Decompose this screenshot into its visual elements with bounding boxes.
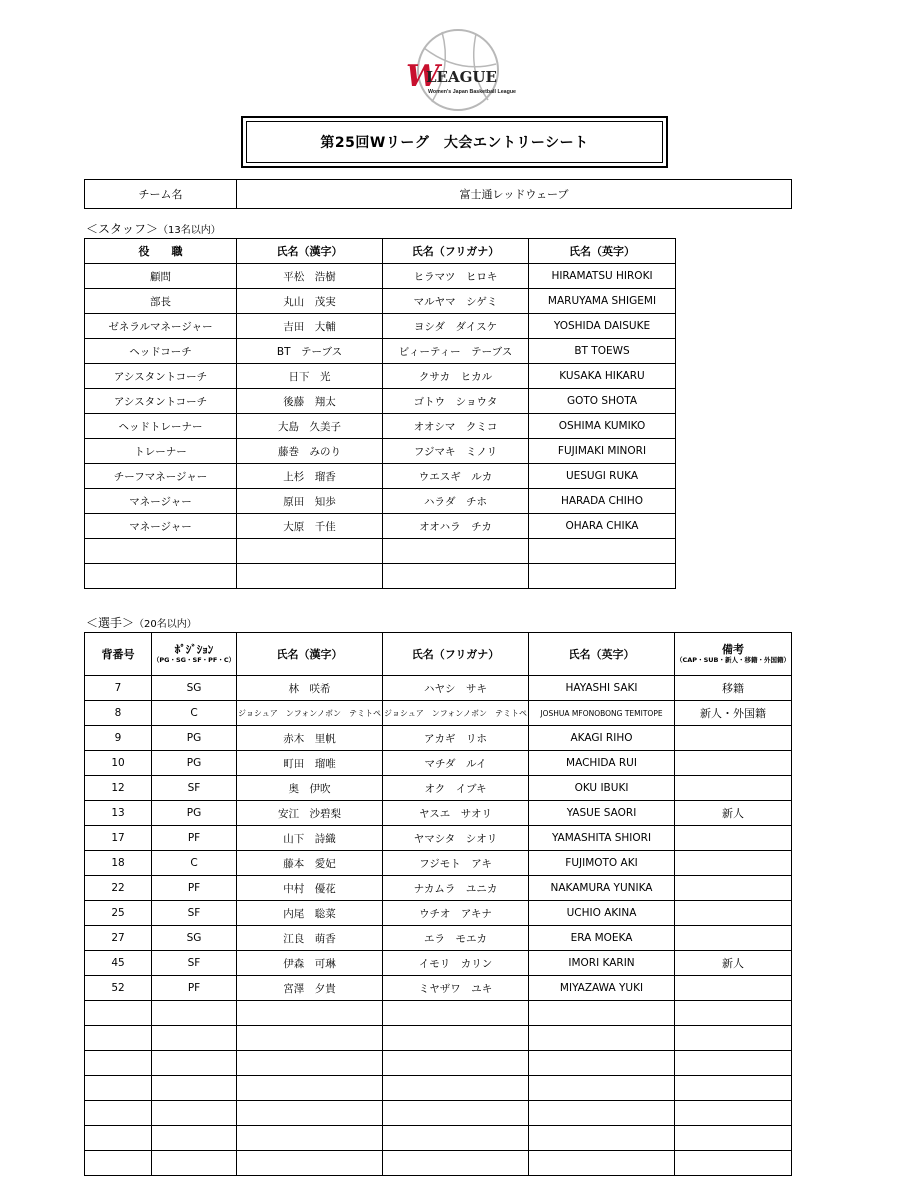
player-notes-cell (675, 976, 792, 1001)
player-header-notes (675, 633, 792, 676)
player-kanji-cell (237, 1026, 383, 1051)
player-number-cell: 12 (85, 776, 152, 801)
staff-row (85, 339, 676, 364)
player-kanji-cell (237, 1151, 383, 1176)
player-notes-cell (675, 1026, 792, 1051)
staff-row (85, 314, 676, 339)
staff-note: （13名以内） (158, 225, 221, 236)
staff-english-cell (529, 539, 676, 564)
player-kana-cell (383, 1051, 529, 1076)
player-position-cell (152, 1126, 237, 1151)
player-kanji-cell (237, 1076, 383, 1101)
staff-role-cell: アシスタントコーチ (85, 364, 237, 389)
staff-kanji-cell: BT テーブス (237, 339, 383, 364)
player-kana-cell (383, 1126, 529, 1151)
staff-role-cell: ヘッドコーチ (85, 339, 237, 364)
player-kanji-cell (237, 1101, 383, 1126)
player-number-cell: 8 (85, 701, 152, 726)
player-kanji-cell: 藤本 愛妃 (237, 851, 383, 876)
player-header-position (152, 633, 237, 676)
logo-word: LEAGUE (426, 68, 497, 86)
staff-english-cell: GOTO SHOTA (529, 389, 676, 414)
player-english-cell: JOSHUA MFONOBONG TEMITOPE (529, 701, 675, 726)
staff-kanji-cell: 吉田 大輔 (237, 314, 383, 339)
player-number-cell (85, 1026, 152, 1051)
staff-english-cell: HARADA CHIHO (529, 489, 676, 514)
player-position-cell: PF (152, 876, 237, 901)
player-kana-cell: ナカムラ ユニカ (383, 876, 529, 901)
staff-kanji-cell: 日下 光 (237, 364, 383, 389)
player-position-cell: PG (152, 751, 237, 776)
player-header-english: 氏名（英字） (529, 633, 675, 676)
staff-kanji-cell (237, 539, 383, 564)
staff-english-cell: BT TOEWS (529, 339, 676, 364)
player-kana-cell: オク イブキ (383, 776, 529, 801)
player-kana-cell (383, 1101, 529, 1126)
staff-role-cell: 顧問 (85, 264, 237, 289)
player-notes-cell (675, 851, 792, 876)
staff-kana-cell: ゴトウ ショウタ (383, 389, 529, 414)
player-english-cell: MIYAZAWA YUKI (529, 976, 675, 1001)
player-kana-cell: イモリ カリン (383, 951, 529, 976)
player-row (85, 726, 792, 751)
player-position-cell (152, 1001, 237, 1026)
player-kanji-cell (237, 1051, 383, 1076)
player-english-cell: YAMASHITA SHIORI (529, 826, 675, 851)
team-label: チーム名 (85, 180, 237, 209)
basketball-icon (402, 28, 517, 112)
staff-kana-cell: オオハラ チカ (383, 514, 529, 539)
player-notes-cell (675, 826, 792, 851)
player-row (85, 1026, 792, 1051)
player-row (85, 851, 792, 876)
player-english-cell (529, 1001, 675, 1026)
player-english-cell (529, 1076, 675, 1101)
player-header-position-sub: （PG・SG・SF・PF・C） (152, 656, 236, 664)
player-position-cell: SF (152, 776, 237, 801)
staff-kana-cell (383, 564, 529, 589)
player-number-cell (85, 1126, 152, 1151)
staff-kanji-cell (237, 564, 383, 589)
player-notes-cell (675, 1076, 792, 1101)
player-row (85, 801, 792, 826)
player-kana-cell: アカギ リホ (383, 726, 529, 751)
player-position-cell (152, 1026, 237, 1051)
staff-kanji-cell: 大原 千佳 (237, 514, 383, 539)
staff-kana-cell: オオシマ クミコ (383, 414, 529, 439)
player-notes-cell (675, 876, 792, 901)
player-notes-cell: 新人・外国籍 (675, 701, 792, 726)
player-notes-cell (675, 1001, 792, 1026)
player-kana-cell (383, 1151, 529, 1176)
player-number-cell: 22 (85, 876, 152, 901)
player-english-cell (529, 1126, 675, 1151)
staff-row (85, 564, 676, 589)
player-kana-cell: エラ モエカ (383, 926, 529, 951)
player-kanji-cell: 宮澤 夕貴 (237, 976, 383, 1001)
staff-english-cell (529, 564, 676, 589)
player-english-cell: OKU IBUKI (529, 776, 675, 801)
staff-kanji-cell: 後藤 翔太 (237, 389, 383, 414)
staff-kana-cell: ヨシダ ダイスケ (383, 314, 529, 339)
staff-kana-cell: マルヤマ シゲミ (383, 289, 529, 314)
player-english-cell: AKAGI RIHO (529, 726, 675, 751)
staff-kana-cell: フジマキ ミノリ (383, 439, 529, 464)
staff-kana-cell: ウエスギ ルカ (383, 464, 529, 489)
player-header-row (85, 633, 792, 676)
player-position-cell: PG (152, 801, 237, 826)
team-table (84, 179, 792, 209)
players-note: （20名以内） (134, 619, 197, 630)
staff-row (85, 489, 676, 514)
player-notes-cell: 移籍 (675, 676, 792, 701)
player-row (85, 876, 792, 901)
player-number-cell: 25 (85, 901, 152, 926)
staff-role-cell: 部長 (85, 289, 237, 314)
player-row (85, 751, 792, 776)
player-english-cell: IMORI KARIN (529, 951, 675, 976)
player-notes-cell: 新人 (675, 801, 792, 826)
player-kanji-cell: 町田 瑠唯 (237, 751, 383, 776)
player-number-cell: 10 (85, 751, 152, 776)
staff-row (85, 364, 676, 389)
player-kana-cell: マチダ ルイ (383, 751, 529, 776)
player-kana-cell: ミヤザワ ユキ (383, 976, 529, 1001)
wleague-logo (402, 28, 517, 112)
staff-header-kana: 氏名（フリガナ） (383, 239, 529, 264)
player-number-cell (85, 1101, 152, 1126)
player-english-cell: ERA MOEKA (529, 926, 675, 951)
staff-row (85, 389, 676, 414)
player-number-cell: 17 (85, 826, 152, 851)
staff-role-cell: ゼネラルマネージャー (85, 314, 237, 339)
staff-section-label (86, 222, 221, 238)
player-notes-cell (675, 1126, 792, 1151)
player-kanji-cell: 山下 詩織 (237, 826, 383, 851)
staff-english-cell: FUJIMAKI MINORI (529, 439, 676, 464)
player-number-cell (85, 1051, 152, 1076)
player-english-cell (529, 1051, 675, 1076)
player-english-cell: MACHIDA RUI (529, 751, 675, 776)
player-kanji-cell: 赤木 里帆 (237, 726, 383, 751)
staff-english-cell: OSHIMA KUMIKO (529, 414, 676, 439)
page-title: 第25回Wリーグ 大会エントリーシート (246, 121, 663, 163)
player-number-cell: 9 (85, 726, 152, 751)
player-kana-cell: ハヤシ サキ (383, 676, 529, 701)
player-position-cell: SG (152, 676, 237, 701)
player-row (85, 951, 792, 976)
player-header-notes-sub: （CAP・SUB・新人・移籍・外国籍） (676, 656, 790, 664)
player-kanji-cell (237, 1001, 383, 1026)
player-row (85, 1076, 792, 1101)
player-kana-cell: ウチオ アキナ (383, 901, 529, 926)
staff-row (85, 414, 676, 439)
player-kana-cell: ヤスエ サオリ (383, 801, 529, 826)
player-notes-cell (675, 751, 792, 776)
player-kana-cell (383, 1001, 529, 1026)
player-position-cell (152, 1076, 237, 1101)
staff-kana-cell: ヒラマツ ヒロキ (383, 264, 529, 289)
player-number-cell: 27 (85, 926, 152, 951)
player-kana-cell (383, 1026, 529, 1051)
staff-table (84, 238, 676, 589)
player-number-cell: 52 (85, 976, 152, 1001)
player-notes-cell: 新人 (675, 951, 792, 976)
player-kanji-cell: 安江 沙碧梨 (237, 801, 383, 826)
player-english-cell: YASUE SAORI (529, 801, 675, 826)
player-kanji-cell: ジョシュア ンフォンノボン テミトペ (237, 701, 383, 726)
player-number-cell (85, 1001, 152, 1026)
player-kana-cell (383, 1076, 529, 1101)
player-position-cell: SF (152, 951, 237, 976)
player-english-cell (529, 1101, 675, 1126)
player-row (85, 1151, 792, 1176)
staff-row (85, 514, 676, 539)
player-number-cell: 13 (85, 801, 152, 826)
player-english-cell (529, 1151, 675, 1176)
staff-row (85, 539, 676, 564)
player-row (85, 826, 792, 851)
player-number-cell: 18 (85, 851, 152, 876)
staff-label: ＜スタッフ＞ (86, 222, 159, 236)
player-row (85, 776, 792, 801)
player-number-cell: 45 (85, 951, 152, 976)
staff-role-cell: マネージャー (85, 489, 237, 514)
staff-role-cell (85, 564, 237, 589)
player-header-kanji: 氏名（漢字） (237, 633, 383, 676)
player-row (85, 1051, 792, 1076)
player-english-cell: NAKAMURA YUNIKA (529, 876, 675, 901)
player-notes-cell (675, 901, 792, 926)
player-position-cell: PG (152, 726, 237, 751)
player-kanji-cell: 奥 伊吹 (237, 776, 383, 801)
player-position-cell: PF (152, 976, 237, 1001)
staff-kana-cell (383, 539, 529, 564)
staff-row (85, 264, 676, 289)
player-notes-cell (675, 726, 792, 751)
player-position-cell: SF (152, 901, 237, 926)
staff-english-cell: HIRAMATSU HIROKI (529, 264, 676, 289)
player-kanji-cell (237, 1126, 383, 1151)
staff-kanji-cell: 上杉 瑠香 (237, 464, 383, 489)
staff-role-cell (85, 539, 237, 564)
staff-header-english: 氏名（英字） (529, 239, 676, 264)
player-number-cell (85, 1151, 152, 1176)
staff-header-role: 役 職 (85, 239, 237, 264)
player-kanji-cell: 江良 萌香 (237, 926, 383, 951)
player-kanji-cell: 内尾 聡菜 (237, 901, 383, 926)
player-english-cell: FUJIMOTO AKI (529, 851, 675, 876)
staff-kanji-cell: 原田 知歩 (237, 489, 383, 514)
player-row (85, 901, 792, 926)
staff-kanji-cell: 丸山 茂実 (237, 289, 383, 314)
player-position-cell (152, 1151, 237, 1176)
players-label: ＜選手＞ (86, 616, 135, 630)
staff-role-cell: ヘッドトレーナー (85, 414, 237, 439)
player-position-cell: C (152, 701, 237, 726)
player-english-cell (529, 1026, 675, 1051)
player-header-number: 背番号 (85, 633, 152, 676)
player-english-cell: HAYASHI SAKI (529, 676, 675, 701)
player-kanji-cell: 中村 優花 (237, 876, 383, 901)
player-kanji-cell: 林 咲希 (237, 676, 383, 701)
player-row (85, 701, 792, 726)
team-row (85, 180, 792, 209)
staff-kana-cell: ビィーティー テーブス (383, 339, 529, 364)
player-notes-cell (675, 1051, 792, 1076)
player-position-cell (152, 1101, 237, 1126)
player-header-notes-label: 備考 (722, 643, 744, 656)
player-kana-cell: ジョシュア ンフォンノボン テミトペ (383, 701, 529, 726)
staff-header-row (85, 239, 676, 264)
title-box (241, 116, 668, 168)
player-notes-cell (675, 1151, 792, 1176)
staff-role-cell: マネージャー (85, 514, 237, 539)
staff-row (85, 439, 676, 464)
player-notes-cell (675, 776, 792, 801)
player-header-position-label: ﾎﾟｼﾞｼｮﾝ (174, 643, 214, 656)
staff-kanji-cell: 大島 久美子 (237, 414, 383, 439)
staff-english-cell: KUSAKA HIKARU (529, 364, 676, 389)
player-row (85, 1001, 792, 1026)
staff-role-cell: チーフマネージャー (85, 464, 237, 489)
player-kana-cell: フジモト アキ (383, 851, 529, 876)
players-section-label (86, 616, 197, 632)
staff-english-cell: MARUYAMA SHIGEMI (529, 289, 676, 314)
player-row (85, 976, 792, 1001)
player-notes-cell (675, 1101, 792, 1126)
player-header-kana: 氏名（フリガナ） (383, 633, 529, 676)
logo-letter: W (406, 59, 440, 94)
player-row (85, 926, 792, 951)
player-notes-cell (675, 926, 792, 951)
player-row (85, 1126, 792, 1151)
staff-row (85, 464, 676, 489)
player-row (85, 676, 792, 701)
player-position-cell: SG (152, 926, 237, 951)
player-position-cell: C (152, 851, 237, 876)
team-value: 富士通レッドウェーブ (237, 180, 792, 209)
staff-header-kanji: 氏名（漢字） (237, 239, 383, 264)
player-table (84, 632, 792, 1176)
staff-english-cell: YOSHIDA DAISUKE (529, 314, 676, 339)
staff-english-cell: UESUGI RUKA (529, 464, 676, 489)
player-position-cell (152, 1051, 237, 1076)
staff-role-cell: トレーナー (85, 439, 237, 464)
player-position-cell: PF (152, 826, 237, 851)
staff-kanji-cell: 平松 浩樹 (237, 264, 383, 289)
player-kana-cell: ヤマシタ シオリ (383, 826, 529, 851)
player-number-cell: 7 (85, 676, 152, 701)
logo-tagline: Women's Japan Basketball League (428, 89, 517, 95)
player-english-cell: UCHIO AKINA (529, 901, 675, 926)
staff-kana-cell: クサカ ヒカル (383, 364, 529, 389)
staff-kana-cell: ハラダ チホ (383, 489, 529, 514)
player-kanji-cell: 伊森 可琳 (237, 951, 383, 976)
staff-kanji-cell: 藤巻 みのり (237, 439, 383, 464)
staff-role-cell: アシスタントコーチ (85, 389, 237, 414)
staff-row (85, 289, 676, 314)
player-number-cell (85, 1076, 152, 1101)
player-row (85, 1101, 792, 1126)
staff-english-cell: OHARA CHIKA (529, 514, 676, 539)
